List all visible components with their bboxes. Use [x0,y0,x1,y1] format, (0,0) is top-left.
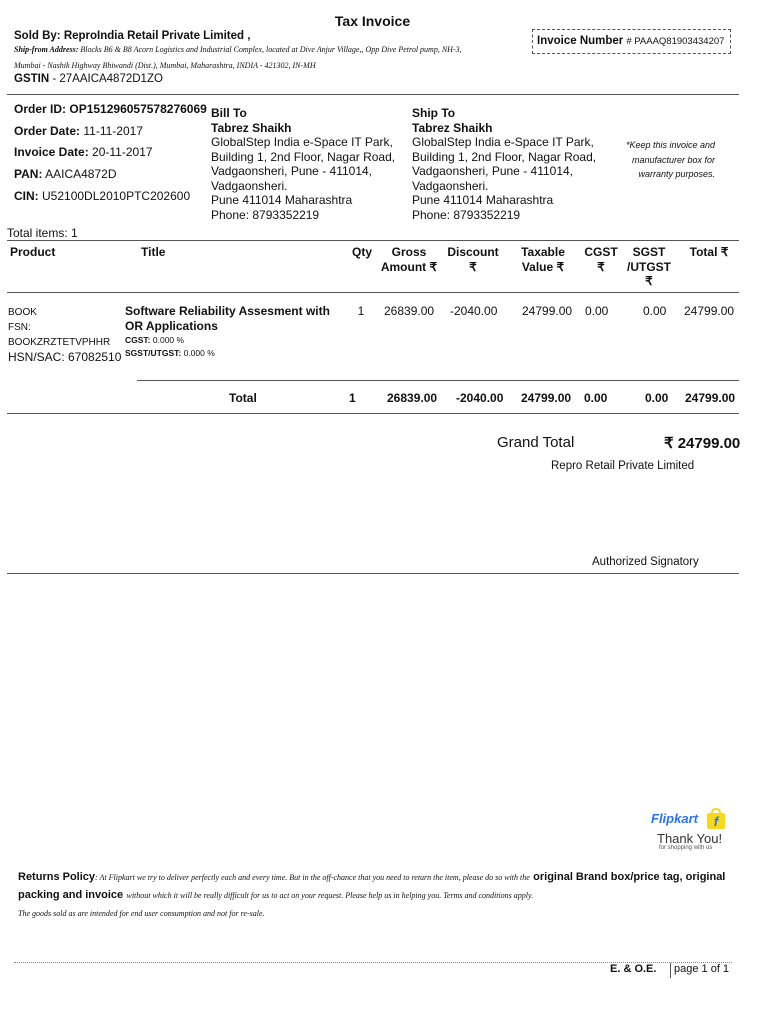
returns-policy-text1: : At Flipkart we try to deliver perfectly each and every time. But in the off-chance that you need to return the item, please do so with the [95,873,530,882]
row-cgst: 0.00 [585,304,609,318]
sgst-rate-note [125,346,330,360]
sold-by: Sold By: ReproIndia Retail Private Limited , [14,30,251,42]
sgst-rate-label: SGST/UTGST: [125,348,182,358]
flipkart-logo: Flipkart [651,811,698,826]
total-items: Total items: 1 [7,226,78,240]
ship-to-line: Building 1, 2nd Floor, Nagar Road, [412,149,597,164]
pan-value: AAICA4872D [45,167,117,181]
bill-to-line: GlobalStep India e-Space IT Park, [211,135,393,149]
cgst-rate-note [125,334,330,346]
col-header-gross: Gross Amount ₹ [380,245,438,274]
signatory-rule [7,573,739,574]
col-header-cgst: CGST ₹ [584,245,618,274]
totals-bottom-rule [7,413,739,414]
ship-from-line2: Mumbai - Nashik Highway Bhiwandi (Dist.), Mumbai, Maharashtra, INDIA - 421302, IN-MH [14,61,316,70]
company-name: Repro Retail Private Limited [551,460,695,472]
totals-sgst: 0.00 [645,391,669,405]
returns-policy [18,868,730,904]
invoice-date-label: Invoice Date: [14,145,89,159]
gstin-value: - 27AAICA4872D1ZO [49,73,163,85]
bill-to-block [211,106,395,222]
ship-from-label: Ship-from Address: [14,45,79,54]
order-date-value: 11-11-2017 [83,124,143,138]
ship-to-line: Pune 411014 Maharashtra [412,193,554,207]
bill-to-line: Vadgaonsheri, Pune - 411014, [211,164,373,178]
bill-to-heading: Bill To [211,106,247,120]
returns-policy-bold1: original Brand box/price [533,871,660,883]
totals-gross: 26839.00 [387,391,438,405]
invoice-date [14,145,153,159]
warranty-note-line: manufacturer box for [631,154,715,165]
product-fsn-label: FSN: [8,322,31,333]
row-gross: 26839.00 [384,304,435,318]
ship-to-line: GlobalStep India e-Space IT Park, [412,135,594,149]
order-id-label: Order ID: [14,102,67,116]
ship-to-line: Vadgaonsheri, Pune - 411014, [412,164,574,178]
ship-from-line1: Blocks B6 & B8 Acorn Logistics and Industrial Complex, located at Dive Anjur Village,, Opp Dive Petrol pump, NH-3, [80,45,462,54]
row-qty: 1 [357,304,365,318]
page-number: page 1 of 1 [670,963,729,978]
svg-text:f: f [713,814,719,829]
eoe-note: E. & O.E. [610,963,657,975]
row-sgst: 0.00 [643,304,667,318]
ship-to-heading: Ship To [412,106,456,120]
totals-cgst: 0.00 [584,391,608,405]
header-divider [7,94,739,95]
ship-to-line: Vadgaonsheri. [412,178,489,193]
col-header-product: Product [10,245,56,259]
gstin-label: GSTIN [14,73,50,85]
resale-note: The goods sold as are intended for end user consumption and not for re-sale. [18,909,265,918]
col-header-qty: Qty [351,245,372,259]
row-taxable: 24799.00 [522,304,573,318]
returns-policy-bold2: tag, original packing and invoice [18,871,726,901]
sgst-rate-value: 0.000 % [183,348,215,358]
totals-taxable: 24799.00 [521,391,572,405]
order-date [14,124,143,138]
totals-total: 24799.00 [685,391,736,405]
order-date-label: Order Date: [14,124,81,138]
invoice-number-label: Invoice Number [537,35,624,47]
totals-discount: -2040.00 [456,391,504,405]
invoice-number-value: # PAAAQ81903434207 [626,36,725,47]
grand-total-value: ₹ 24799.00 [664,435,741,452]
bill-to-line: Phone: 8793352219 [211,207,320,222]
flipkart-bag-icon [705,808,727,830]
table-row-title [125,304,330,360]
col-header-total: Total ₹ [689,245,729,259]
totals-top-rule [137,380,739,381]
header-bottom-rule [7,292,739,293]
grand-total-label: Grand Total [497,434,575,451]
product-hsn: HSN/SAC: 67082510 [8,350,122,364]
pan-label: PAN: [14,167,43,181]
cgst-rate-value: 0.000 % [152,335,185,345]
product-fsn-value: BOOKZRZTETVPHHR [8,337,111,348]
cin-label: CIN: [14,189,39,203]
bill-to-name: Tabrez Shaikh [211,120,292,135]
thank-you-text: Thank You! [657,831,723,846]
warranty-note-line: warranty purposes. [638,169,715,179]
ship-to-block [412,106,596,222]
invoice-date-value: 20-11-2017 [92,145,153,159]
table-row-product [8,305,121,365]
returns-policy-text2: without which it will be really difficult for us to act on your request. Please help us in helping you. Terms and conditions apply. [126,891,534,900]
totals-label: Total [229,391,257,405]
col-header-discount: Discount ₹ [447,245,499,274]
cin-value: U52100DL2010PTC202600 [42,189,191,203]
ship-to-line: Phone: 8793352219 [412,207,521,222]
product-title-line1: Software Reliability Assesment with [125,304,330,318]
order-id-value: OP151296057578276069 [69,102,207,116]
table-top-rule [7,240,739,241]
product-title-line2: OR Applications [125,319,218,333]
warranty-note [600,138,715,182]
ship-to-name: Tabrez Shaikh [412,120,493,135]
ship-from-address [14,45,462,54]
col-header-sgst: SGST /UTGST ₹ [627,245,671,288]
gstin [14,73,163,85]
row-total: 24799.00 [684,304,735,318]
pan [14,167,117,181]
product-category: BOOK [8,307,37,318]
bill-to-line: Vadgaonsheri. [211,178,288,193]
col-header-title: Title [141,245,166,259]
order-id [14,102,207,116]
document-title: Tax Invoice [334,13,411,29]
row-discount: -2040.00 [450,304,498,318]
col-header-taxable: Taxable Value ₹ [521,245,565,274]
warranty-note-line: *Keep this invoice and [625,140,715,150]
returns-policy-label: Returns Policy [18,871,96,883]
bill-to-line: Pune 411014 Maharashtra [211,193,353,207]
thank-you-subtext: for shopping with us [659,845,713,851]
invoice-number-box [532,29,731,54]
cgst-rate-label: CGST: [125,335,151,345]
totals-qty: 1 [349,391,356,405]
bill-to-line: Building 1, 2nd Floor, Nagar Road, [211,149,396,164]
cin [14,189,190,203]
authorized-signatory: Authorized Signatory [592,556,699,568]
